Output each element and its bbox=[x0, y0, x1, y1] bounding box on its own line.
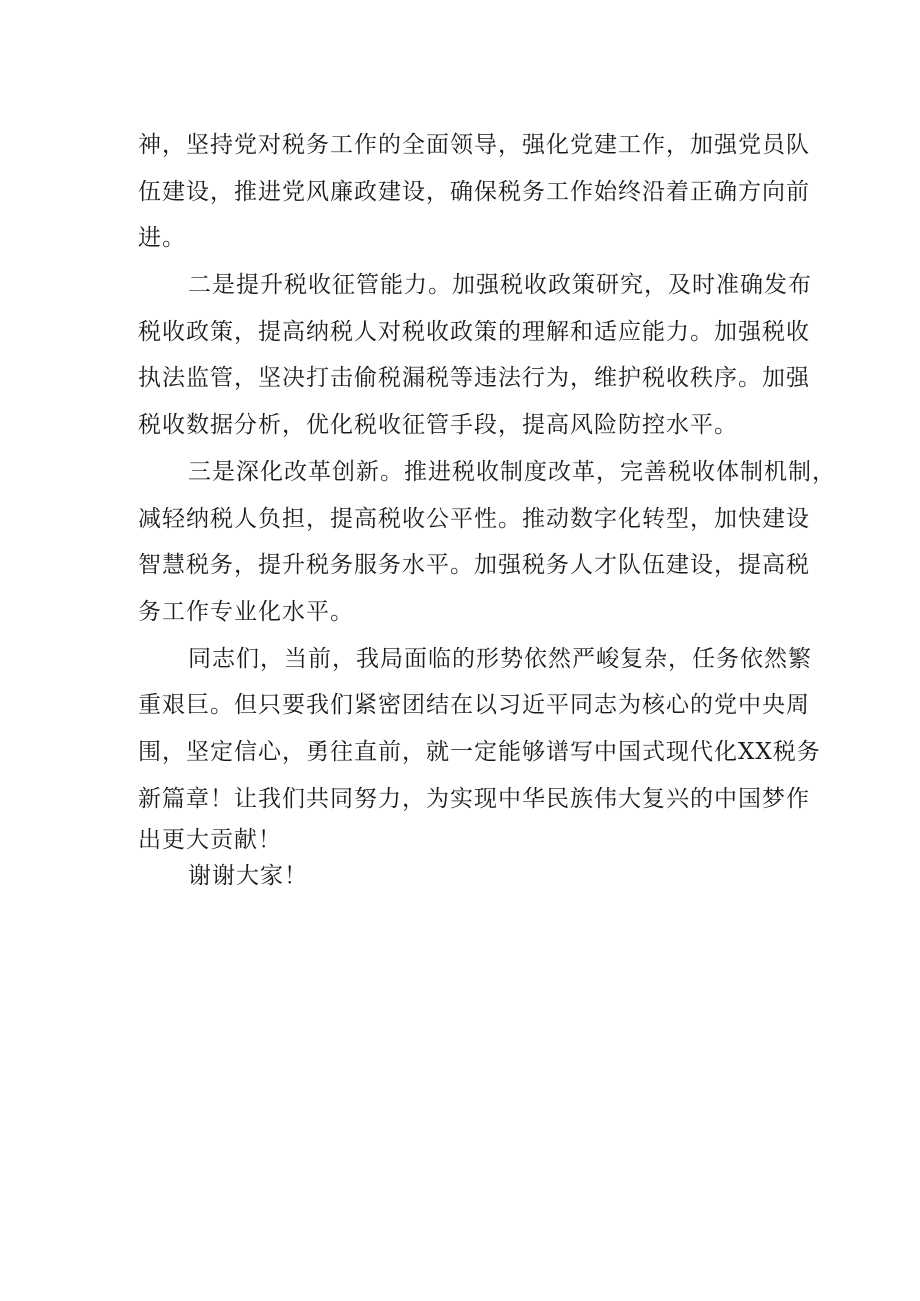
closing-line: 谢谢大家！ bbox=[188, 863, 308, 890]
text-line: 执法监管，坚决打击偷税漏税等违法行为，维护税收秩序。加强 bbox=[138, 365, 810, 392]
text-line: 同志们，当前，我局面临的形势依然严峻复杂，任务依然繁 bbox=[188, 645, 812, 672]
paragraph bbox=[138, 262, 812, 449]
text-line: 务工作专业化水平。 bbox=[138, 598, 354, 625]
text-line: 减轻纳税人负担，提高税收公平性。推动数字化转型，加快建设 bbox=[138, 505, 810, 532]
text-line: 围，坚定信心，勇往直前，就一定能够谱写中国式现代化XX税务 bbox=[138, 738, 821, 765]
text-line: 税收数据分析，优化税收征管手段，提高风险防控水平。 bbox=[138, 412, 738, 439]
paragraph bbox=[138, 858, 798, 894]
text-line: 伍建设，推进党风廉政建设，确保税务工作始终沿着正确方向前 bbox=[138, 178, 810, 205]
text-line: 进。 bbox=[138, 225, 186, 252]
paragraph bbox=[138, 636, 821, 859]
text-line: 智慧税务，提升税务服务水平。加强税务人才队伍建设，提高税 bbox=[138, 552, 810, 579]
paragraph bbox=[138, 122, 810, 262]
paragraph bbox=[138, 449, 836, 636]
text-line: 三是深化改革创新。推进税收制度改革，完善税收体制机制， bbox=[188, 458, 836, 485]
document-body bbox=[138, 122, 836, 894]
text-line: 新篇章！让我们共同努力，为实现中华民族伟大复兴的中国梦作 bbox=[138, 785, 810, 812]
text-line: 二是提升税收征管能力。加强税收政策研究，及时准确发布 bbox=[188, 272, 812, 299]
text-line: 出更大贡献！ bbox=[138, 827, 282, 854]
text-line: 神，坚持党对税务工作的全面领导，强化党建工作，加强党员队 bbox=[138, 132, 810, 158]
text-line: 税收政策，提高纳税人对税收政策的理解和适应能力。加强税收 bbox=[138, 318, 810, 345]
text-line: 重艰巨。但只要我们紧密团结在以习近平同志为核心的党中央周 bbox=[138, 692, 810, 719]
